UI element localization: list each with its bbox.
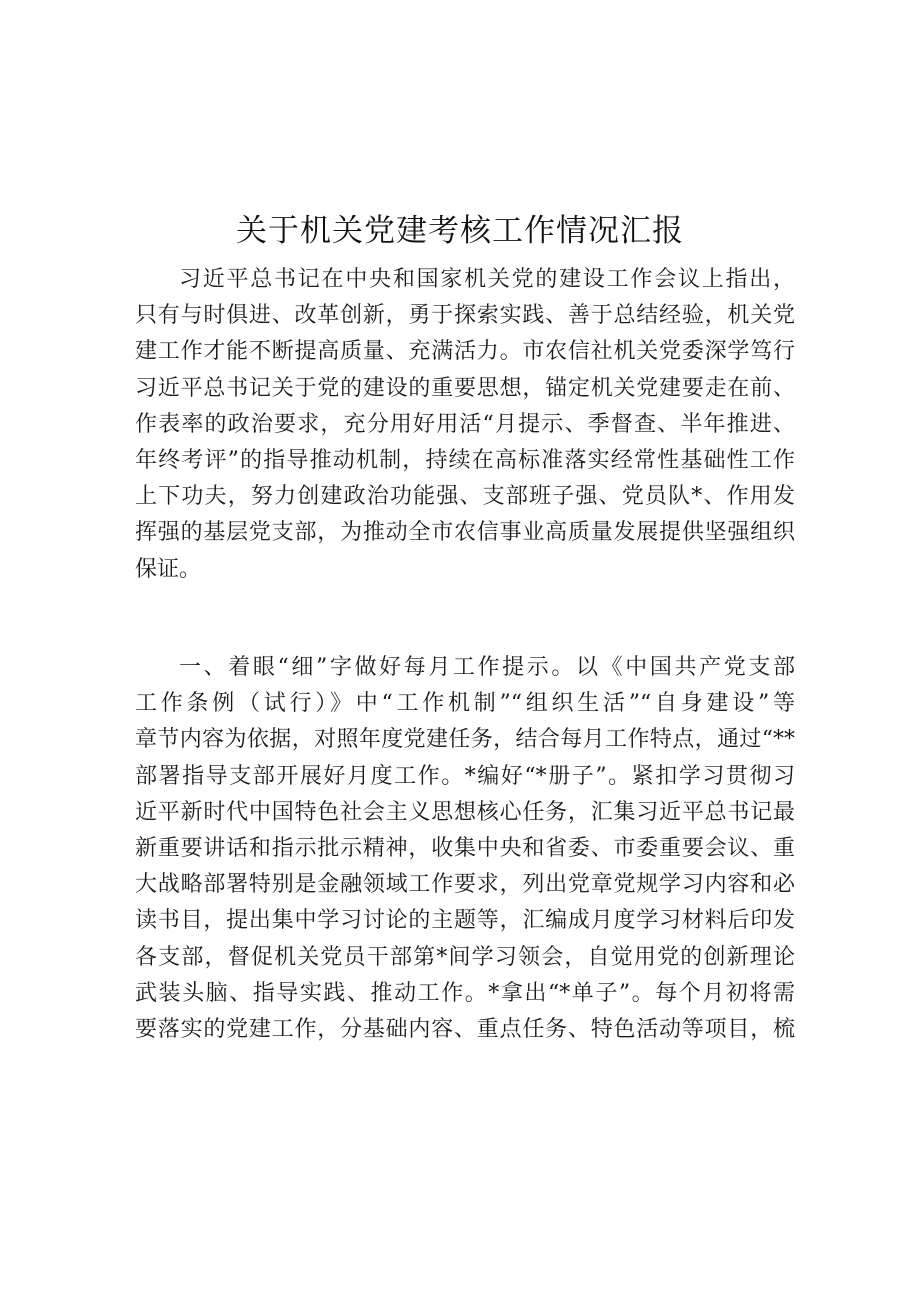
- paragraph-line: 章节内容为依据，对照年度党建任务，结合每月工作特点，通过“**: [135, 727, 795, 753]
- paragraph-line: 近平新时代中国特色社会主义思想核心任务，汇集习近平总书记最: [135, 799, 795, 825]
- paragraph-line: 习近平总书记关于党的建设的重要思想，锚定机关党建要走在前、: [135, 375, 795, 401]
- paragraph-line: 各支部，督促机关党员干部第*间学习领会，自觉用党的创新理论: [135, 944, 795, 970]
- paragraph-line: 保证。: [135, 556, 202, 582]
- paragraph-line: 读书目，提出集中学习讨论的主题等，汇编成月度学习材料后印发: [135, 908, 795, 934]
- section-one-paragraph: [135, 650, 795, 1048]
- paragraph-line: 年终考评”的指导推动机制，持续在高标准落实经常性基础性工作: [135, 447, 795, 473]
- paragraph-line: 大战略部署特别是金融领域工作要求，列出党章党规学习内容和必: [135, 872, 795, 898]
- paragraph-line: 武装头脑、指导实践、推动工作。*拿出“*单子”。每个月初将需: [135, 980, 795, 1006]
- document-title: 关于机关党建考核工作情况汇报: [236, 213, 684, 249]
- paragraph-line: 建工作才能不断提高质量、充满活力。市农信社机关党委深学笃行: [135, 339, 795, 365]
- paragraph-line: 只有与时俱进、改革创新，勇于探索实践、善于总结经验，机关党: [135, 303, 795, 329]
- paragraph-line: 上下功夫，努力创建政治功能强、支部班子强、党员队*、作用发: [135, 484, 795, 510]
- paragraph-line: 新重要讲话和指示批示精神，收集中央和省委、市委重要会议、重: [135, 835, 795, 861]
- paragraph-line: 挥强的基层党支部，为推动全市农信事业高质量发展提供坚强组织: [135, 520, 795, 546]
- paragraph-line: 部署指导支部开展好月度工作。*编好“*册子”。紧扣学习贯彻习: [135, 763, 795, 789]
- intro-paragraph: [135, 262, 795, 588]
- paragraph-line: 一、着眼“细”字做好每月工作提示。以《中国共产党支部: [179, 655, 795, 680]
- paragraph-line: 习近平总书记在中央和国家机关党的建设工作会议上指出，: [179, 267, 795, 292]
- paragraph-line: 工作条例（试行）》中“工作机制”“组织生活”“自身建设”等: [135, 691, 795, 717]
- paragraph-line: 要落实的党建工作，分基础内容、重点任务、特色活动等项目，梳: [135, 1016, 795, 1042]
- paragraph-line: 作表率的政治要求，充分用好用活“月提示、季督查、半年推进、: [135, 411, 795, 437]
